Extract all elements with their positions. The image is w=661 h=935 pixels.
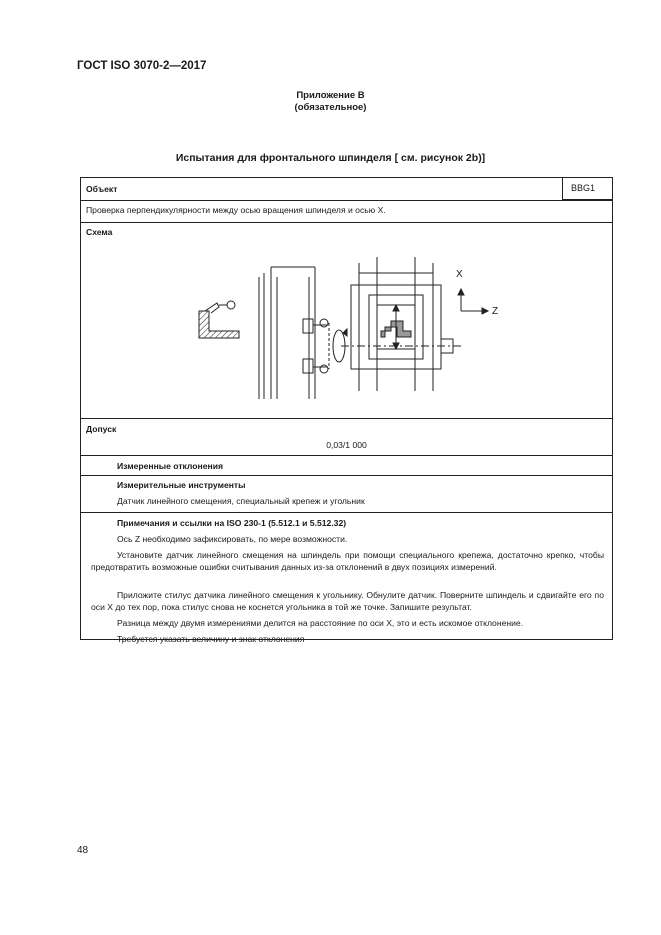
schema-row — [81, 222, 612, 419]
spindle-column — [259, 267, 329, 399]
instruments-row — [81, 475, 612, 513]
section-title: Испытания для фронтального шпинделя [ см. рисунок 2b)] — [175, 152, 486, 164]
axes-indicator — [458, 289, 488, 314]
notes-paragraph-1: Ось Z необходимо зафиксировать, по мере возможности. — [117, 534, 348, 544]
axis-x-label: X — [456, 269, 463, 280]
notes-paragraph-3: Приложите стилус датчика линейного смещения к угольнику. Обнулите датчик. Поверните шпиндель и сдвигайте его по оси X до тех пор, пока стилус снова не коснется угольника в той же точке. Запишите результат. — [91, 590, 604, 612]
schema-label: Схема — [86, 227, 113, 237]
notes-paragraph-5: Требуется указать величину и знак отклонения — [117, 634, 305, 644]
instruments-label: Измерительные инструменты — [117, 480, 246, 490]
spindle-head — [341, 257, 461, 391]
instruments-text: Датчик линейного смещения, специальный крепеж и угольник — [117, 496, 365, 506]
measured-row — [81, 455, 612, 476]
measured-label: Измеренные отклонения — [117, 461, 223, 471]
notes-label: Примечания и ссылки на ISO 230-1 (5.512.1 и 5.512.32) — [117, 518, 347, 528]
annex-subtitle: (обязательное) — [294, 102, 367, 113]
page-number: 48 — [77, 845, 89, 856]
object-label: Объект — [86, 184, 118, 194]
angle-square-figure — [199, 301, 239, 338]
annex-heading — [0, 90, 661, 114]
test-table — [80, 177, 613, 644]
tolerance-row — [81, 418, 612, 456]
annex-title: Приложение В — [296, 90, 365, 101]
axis-z-label: Z — [492, 306, 499, 317]
tolerance-label: Допуск — [86, 424, 117, 434]
document-header: ГОСТ ISO 3070-2—2017 — [77, 60, 207, 72]
spindle-diagram — [81, 223, 614, 419]
object-text: Проверка перпендикулярности между осью вращения шпинделя и осью X. — [86, 205, 386, 215]
notes-row — [81, 512, 612, 642]
notes-paragraph-4: Разница между двумя измерениями делится на расстояние по оси X, это и есть искомое отклонение. — [117, 618, 524, 628]
tolerance-value: 0,03/1 000 — [326, 440, 367, 450]
object-row — [81, 178, 612, 222]
object-divider — [81, 200, 612, 201]
test-code: BBG1 — [562, 178, 612, 200]
notes-paragraph-2: Установите датчик линейного смещения на шпиндель при помощи специального крепежа, достаточно крепко, чтобы предотвратить возможные ошибки считывания данных из-за отклонений в двух позициях измерений. — [91, 550, 604, 572]
